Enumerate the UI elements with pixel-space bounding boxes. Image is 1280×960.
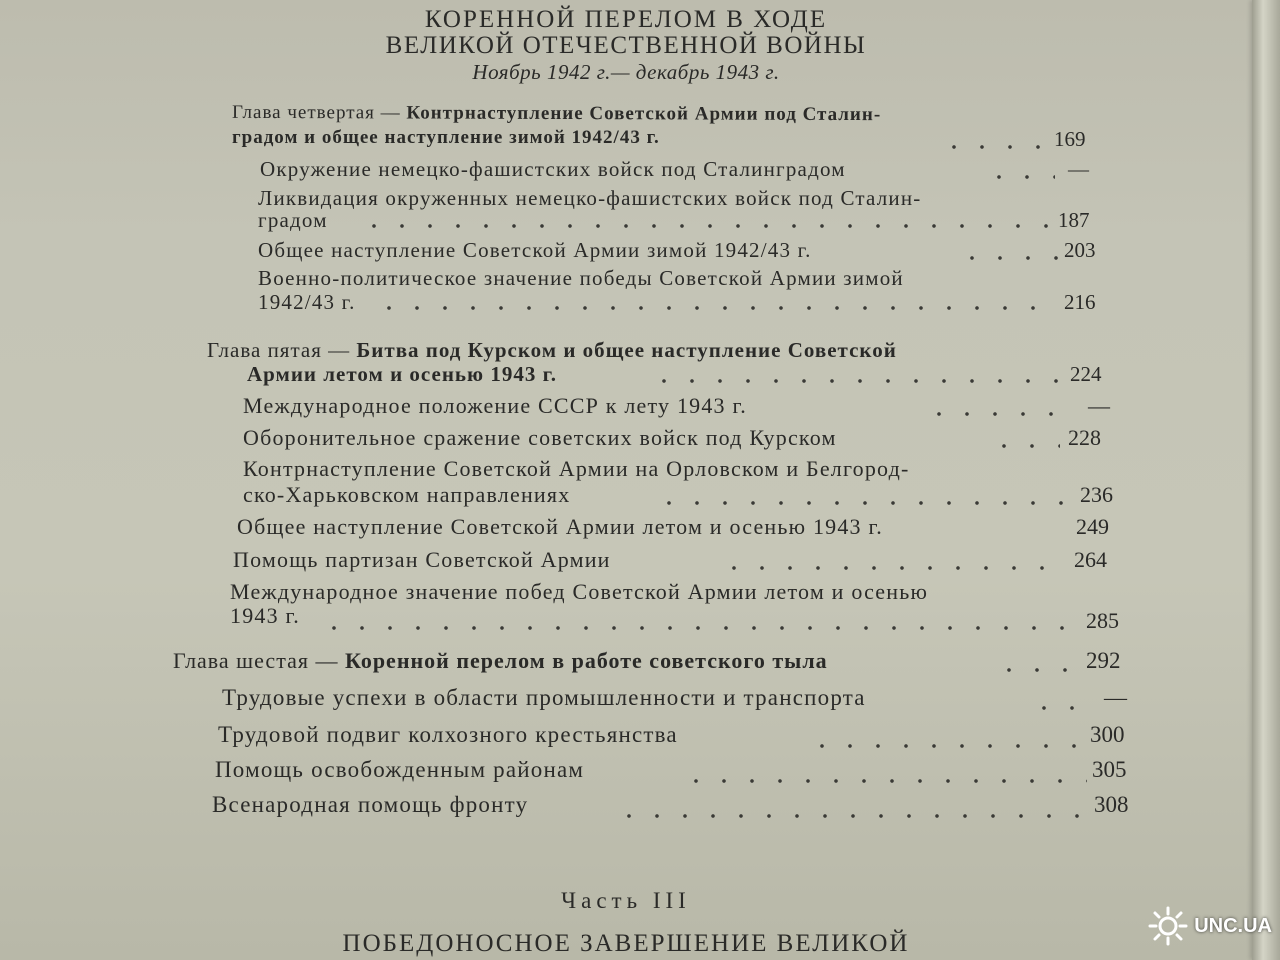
toc-entry-cont: 1943 г.	[230, 603, 300, 628]
chapter-prefix: Глава пятая —	[207, 338, 357, 362]
leader-dots	[650, 379, 1060, 383]
chapter-title-cont: градом и общее наступление зимой 1942/43 г.	[232, 127, 660, 148]
chapter-4-heading	[232, 102, 881, 126]
toc-entry: Трудовой подвиг колхозного крестьянства	[218, 722, 678, 747]
chapter-prefix: Глава шестая —	[173, 648, 345, 673]
toc-entry-cont: градом	[258, 208, 328, 232]
chapter-title: Битва под Курском и общее наступление Советской	[356, 338, 897, 362]
toc-entry: Общее наступление Советской Армии зимой 1942/43 г.	[258, 238, 812, 262]
toc-entry: Окружение немецко-фашистских войск под Сталинградом	[260, 157, 846, 181]
toc-entry: Военно-политическое значение победы Советской Армии зимой	[258, 266, 904, 290]
page-number: 216	[1064, 290, 1096, 314]
section-dates: Ноябрь 1942 г.— декабрь 1943 г.	[472, 60, 780, 84]
watermark-text: UNC.UA	[1194, 914, 1272, 937]
page-number: 203	[1064, 238, 1096, 262]
page-number: 285	[1086, 608, 1119, 633]
page-number: 187	[1058, 208, 1090, 232]
watermark	[1148, 906, 1272, 946]
leader-dots	[990, 444, 1060, 448]
page-number: 308	[1094, 792, 1129, 817]
toc-entry: Международное значение побед Советской Армии летом и осенью	[230, 579, 929, 604]
toc-entry: Помощь освобожденным районам	[215, 757, 585, 782]
page-number: 236	[1080, 482, 1113, 507]
page-number: —	[1068, 157, 1089, 181]
leader-dots	[682, 779, 1087, 783]
leader-dots	[320, 626, 1080, 630]
page-number: 305	[1092, 757, 1127, 782]
chapter-prefix: Глава четвертая —	[231, 101, 407, 124]
toc-entry: Помощь партизан Советской Армии	[233, 547, 611, 572]
page-number: 228	[1068, 425, 1101, 450]
page-number: 224	[1070, 362, 1102, 386]
page-number: —	[1104, 685, 1127, 710]
leader-dots	[808, 744, 1086, 748]
toc-entry: Контрнаступление Советской Армии на Орловском и Белгород-	[243, 456, 910, 481]
part-label: Часть III	[561, 888, 691, 913]
leader-dots	[958, 256, 1058, 260]
leader-dots	[360, 224, 1050, 228]
page-number: 249	[1076, 514, 1109, 539]
leader-dots	[940, 145, 1048, 149]
leader-dots	[985, 175, 1055, 179]
toc-entry: Трудовые успехи в области промышленности и транспорта	[222, 685, 866, 710]
part-title: ПОБЕДОНОСНОЕ ЗАВЕРШЕНИЕ ВЕЛИКОЙ	[342, 930, 910, 957]
page-number: 292	[1086, 648, 1121, 673]
toc-entry-cont: ско-Харьковском направлениях	[243, 482, 571, 507]
chapter-title: Коренной перелом в работе советского тыла	[344, 648, 828, 673]
page-number: —	[1088, 393, 1110, 418]
toc-entry: Всенародная помощь фронту	[212, 792, 529, 817]
section-heading-line2: ВЕЛИКОЙ ОТЕЧЕСТВЕННОЙ ВОЙНЫ	[385, 32, 867, 59]
sun-logo-icon	[1148, 906, 1188, 946]
chapter-title-cont: Армии летом и осенью 1943 г.	[247, 362, 557, 386]
chapter-5-heading	[207, 338, 897, 363]
page-number: 300	[1090, 722, 1125, 747]
chapter-4-heading-cont	[232, 127, 660, 149]
chapter-5-heading-cont	[247, 362, 557, 387]
leader-dots	[995, 668, 1080, 672]
chapter-title: Контрнаступление Советской Армии под Сталин-	[406, 102, 882, 126]
leader-dots	[1030, 706, 1085, 710]
page-number: 264	[1074, 547, 1107, 572]
adjacent-page-edge	[1252, 0, 1280, 960]
page-number: 169	[1054, 127, 1086, 151]
toc-entry: Международное положение СССР к лету 1943 г.	[243, 393, 747, 418]
toc-entry: Оборонительное сражение советских войск под Курском	[243, 425, 837, 450]
leader-dots	[720, 566, 1060, 570]
leader-dots	[925, 412, 1055, 416]
leader-dots	[655, 501, 1070, 505]
toc-entry: Общее наступление Советской Армии летом и осенью 1943 г.	[237, 514, 883, 539]
leader-dots	[615, 814, 1090, 818]
toc-entry-cont: 1942/43 г.	[258, 290, 356, 314]
chapter-6-heading	[173, 648, 828, 674]
toc-entry: Ликвидация окруженных немецко-фашистских войск под Сталин-	[258, 186, 922, 210]
section-heading-line1: КОРЕННОЙ ПЕРЕЛОМ В ХОДЕ	[424, 6, 828, 33]
leader-dots	[375, 306, 1055, 310]
